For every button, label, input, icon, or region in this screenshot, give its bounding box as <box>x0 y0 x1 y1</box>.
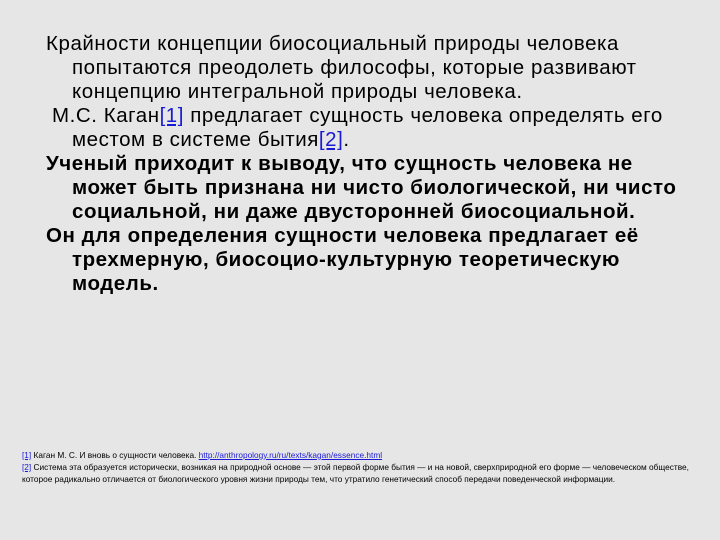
paragraph-2 <box>46 104 696 152</box>
footnote-2-text: Система эта образуется исторически, возникая на природной основе — этой первой форме бытия — и на новой, сверхприродной его форме — человеческом обществе, которое радикально отличается от биологического уровня жизни природы тем, что утратило генетический способ передачи поведенческой информации. <box>22 462 689 484</box>
footnote-1 <box>22 449 702 461</box>
slide-body <box>46 32 696 296</box>
paragraph-2-middle: предлагает сущность человека определять его местом в системе бытия <box>72 104 663 151</box>
footnote-link-1[interactable]: [1] <box>159 104 185 127</box>
paragraph-2-end: . <box>343 128 350 151</box>
footnotes <box>22 449 702 485</box>
footnote-1-link[interactable]: http://anthropology.ru/ru/texts/kagan/essence.html <box>198 450 383 460</box>
footnote-link-2[interactable]: [2] <box>318 128 344 151</box>
paragraph-4: Он для определения сущности человека предлагает её трехмерную, биосоцио-культурную теоретическую модель. <box>46 224 639 295</box>
footnote-1-ref[interactable]: [1] <box>22 450 32 460</box>
paragraph-3: Ученый приходит к выводу, что сущность человека не может быть признана ни чисто биологической, ни чисто социальной, ни даже двусторонней биосоциальной. <box>46 152 677 223</box>
paragraph-1: Крайности концепции биосоциальный природы человека попытаются преодолеть философы, которые развивают концепцию интегральной природы человека. <box>46 32 637 103</box>
footnote-2 <box>22 461 702 485</box>
footnote-1-text: Каган М. С. И вновь о сущности человека. <box>31 450 199 460</box>
footnote-2-ref[interactable]: [2] <box>22 462 32 472</box>
paragraph-2-start: М.С. Каган <box>52 104 160 127</box>
